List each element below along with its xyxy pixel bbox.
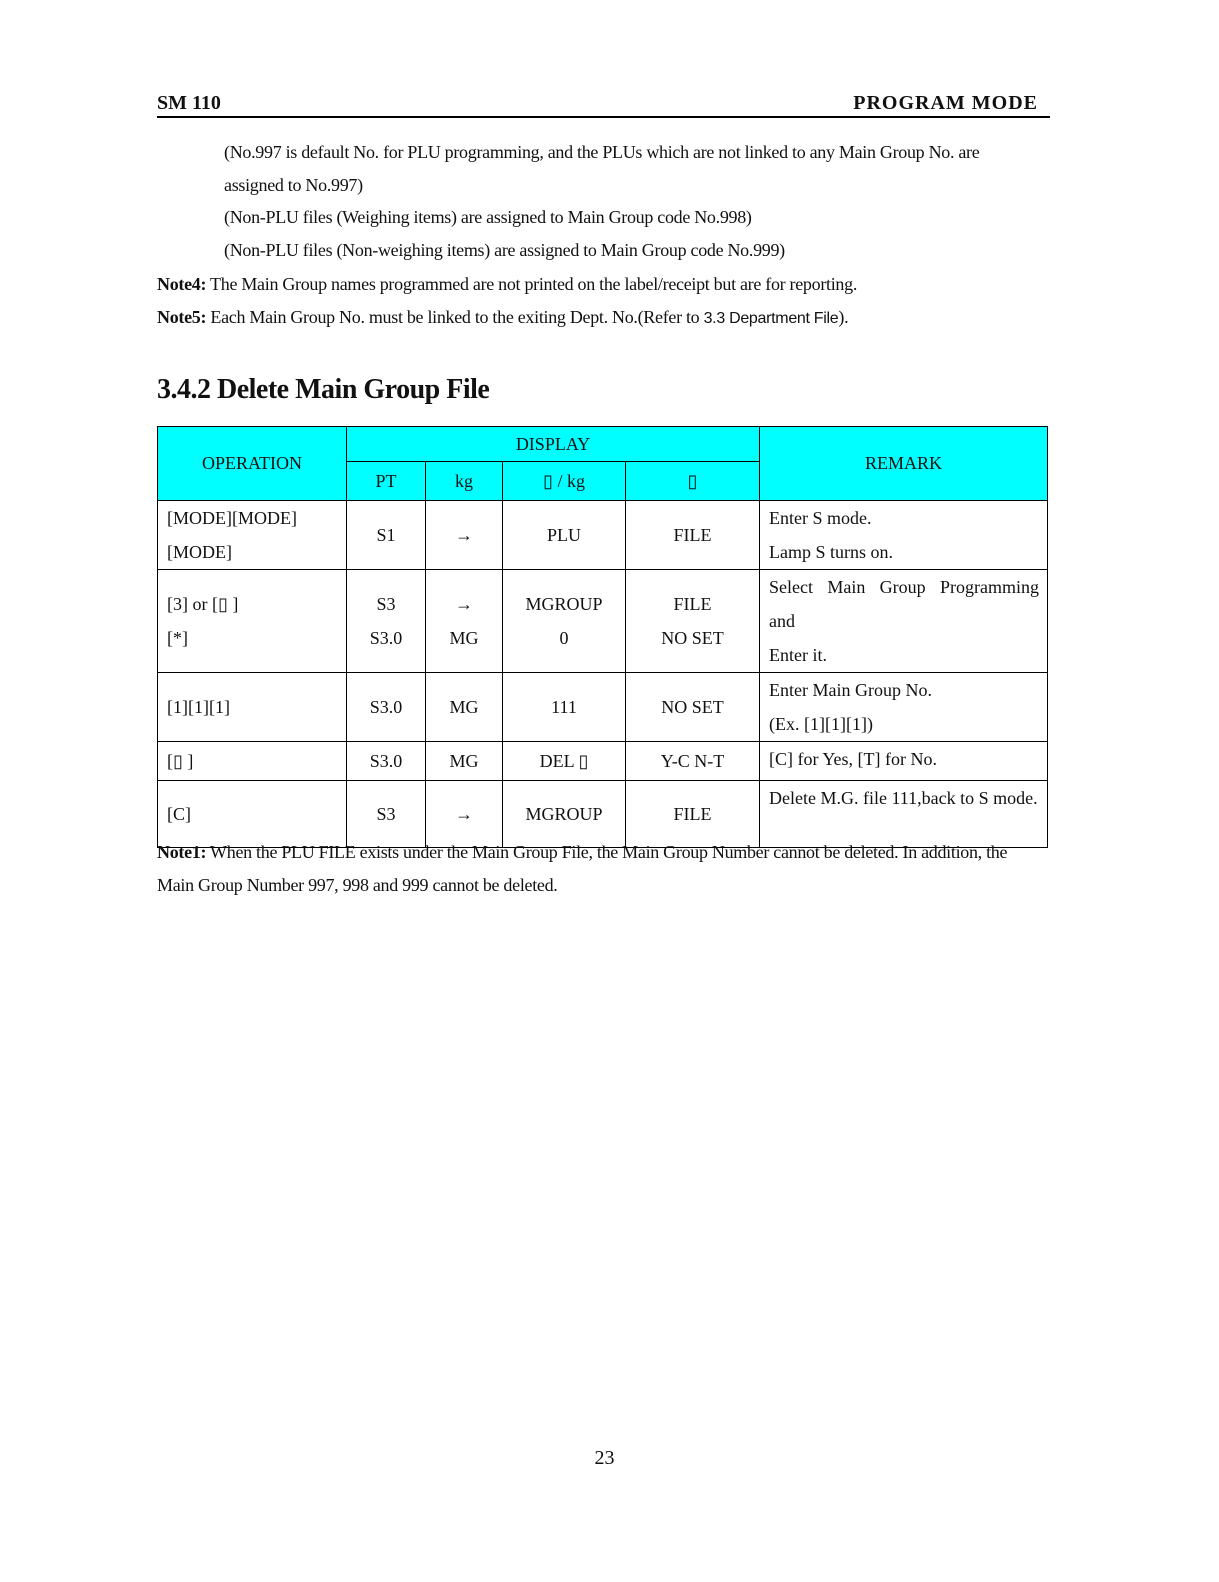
price-per-kg-cell [503,501,626,570]
price-per-kg-cell-line: 0 [559,628,569,648]
pt-cell-line: S3 [376,594,396,614]
remark-cell [760,742,1048,781]
price-per-kg-cell-line: PLU [546,525,581,545]
remark-cell [760,570,1048,673]
operation-cell-line: [3] or [▯ ] [167,594,239,614]
kg-cell-line: → [455,804,473,824]
intro-line: assigned to No.997) [224,175,363,195]
intro-line: (No.997 is default No. for PLU programming, and the PLUs which are not linked to any Main Group No. are [224,142,980,162]
price-cell [626,501,760,570]
pt-cell-line: S1 [376,525,396,545]
kg-cell-line: → [455,594,473,614]
operation-cell [158,673,347,742]
pt-cell-line: S3.0 [369,751,403,771]
price-per-kg-cell-line: 111 [551,697,577,717]
remark-cell-line: Lamp S turns on. [769,542,893,562]
note1-text: When the PLU FILE exists under the Main Group File, the Main Group Number cannot be deleted. In addition, the Main Group Number 997, 998 and 999 cannot be deleted. [157,842,1008,895]
pt-cell [347,673,426,742]
header-price: ▯ [626,462,760,501]
table-row [158,742,1048,781]
remark-cell-line: Enter Main Group No. [769,680,932,700]
header-display: DISPLAY [347,427,760,462]
remark-cell-line: Select Main Group Programming and [769,577,1039,631]
pt-cell-line: S3 [376,804,396,824]
note5-reference: 3.3 Department File [703,310,839,327]
table-row [158,570,1048,673]
price-cell-line: NO SET [661,628,724,648]
kg-cell [426,742,503,781]
remark-cell-line: [C] for Yes, [T] for No. [769,749,937,769]
price-cell [626,673,760,742]
table-row [158,673,1048,742]
pt-cell [347,570,426,673]
operation-cell-line: [*] [167,628,188,648]
intro-line: (Non-PLU files (Non-weighing items) are assigned to Main Group code No.999) [224,240,785,260]
price-cell-line: Y-C N-T [660,751,725,771]
section-title: 3.4.2 Delete Main Group File [157,374,490,405]
note5-text-end: ). [838,307,849,327]
table-row [158,501,1048,570]
operation-cell-line: [MODE][MODE] [167,508,297,528]
price-cell-line: NO SET [661,697,724,717]
price-cell [626,742,760,781]
remark-cell-line: Enter S mode. [769,508,872,528]
page-header [157,90,1050,118]
price-per-kg-cell [503,742,626,781]
operation-cell-line: [1][1][1] [167,697,230,717]
page-number: 23 [594,1447,615,1469]
price-per-kg-cell [503,570,626,673]
note4-text: The Main Group names programmed are not printed on the label/receipt but are for reporting. [206,274,858,294]
note5 [157,307,848,328]
price-cell [626,570,760,673]
price-per-kg-cell [503,673,626,742]
operation-cell-line: [C] [167,804,191,824]
price-per-kg-cell-line: DEL ▯ [539,751,589,771]
pt-cell [347,742,426,781]
header-model: SM 110 [157,92,221,114]
note4-label: Note4: [157,274,207,294]
kg-cell-line: MG [449,751,479,771]
price-cell-line: FILE [673,525,712,545]
operation-cell-line: [MODE] [167,542,232,562]
remark-cell-line: Delete M.G. file 111,back to S mode. [769,788,1038,808]
header-price-per-kg: ▯ / kg [503,462,626,501]
remark-cell-line: Enter it. [769,645,827,665]
intro-line: (Non-PLU files (Weighing items) are assigned to Main Group code No.998) [224,207,752,227]
operation-cell [158,742,347,781]
header-remark: REMARK [760,427,1048,501]
note1 [157,836,1017,902]
header-section: PROGRAM MODE [853,92,1038,114]
header-operation: OPERATION [158,427,347,501]
kg-cell-line: MG [449,697,479,717]
kg-cell [426,501,503,570]
price-per-kg-cell-line: MGROUP [525,804,603,824]
note1-label: Note1: [157,842,207,862]
kg-cell [426,570,503,673]
remark-cell [760,501,1048,570]
operation-cell [158,501,347,570]
operation-table [157,426,1048,848]
price-cell-line: FILE [673,804,712,824]
remark-cell [760,673,1048,742]
pt-cell-line: S3.0 [369,697,403,717]
note5-text: Each Main Group No. must be linked to the exiting Dept. No.(Refer to [206,307,704,327]
note5-label: Note5: [157,307,207,327]
price-per-kg-cell-line: MGROUP [525,594,603,614]
price-cell-line: FILE [673,594,712,614]
pt-cell-line: S3.0 [369,628,403,648]
operation-cell [158,570,347,673]
operation-cell-line: [▯ ] [167,751,194,771]
header-kg: kg [426,462,503,501]
kg-cell [426,673,503,742]
kg-cell-line: MG [449,628,479,648]
header-pt: PT [347,462,426,501]
kg-cell-line: → [455,525,473,545]
remark-cell-line: (Ex. [1][1][1]) [769,714,873,734]
pt-cell [347,501,426,570]
note4 [157,274,857,295]
